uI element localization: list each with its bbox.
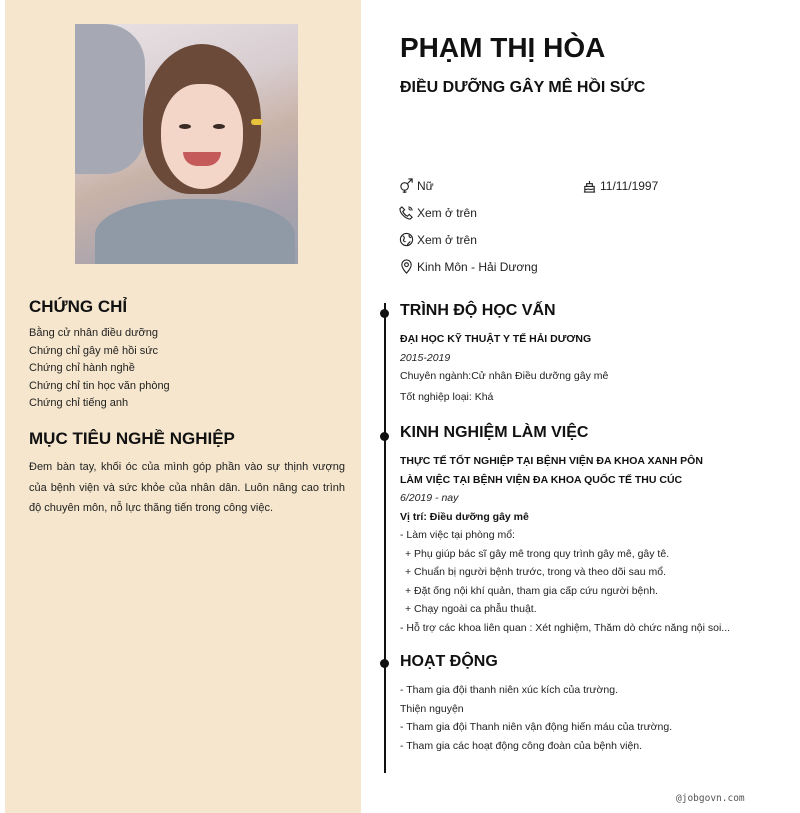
timeline-dot [380,309,389,318]
education-period: 2015-2019 [400,351,451,364]
activities-section [400,653,770,755]
birthday-cake-icon [582,178,597,193]
education-graduation: Tốt nghiệp loại: Khá [400,390,494,403]
gender-icon [399,178,414,193]
birthday-info [582,178,658,193]
activity-item: - Tham gia đội Thanh niên vận động hiến máu của trường. [400,721,673,733]
duty-item: - Hỗ trợ các khoa liên quan : Xét nghiệm, Thăm dò chức năng nội soi... [400,621,731,634]
activity-item: - Tham gia các hoạt động công đoàn của bệnh viện. [400,739,643,752]
duty-item: + Đặt ống nội khí quản, tham gia cấp cứu người bệnh. [405,584,658,597]
address-value: Kinh Môn - Hải Dương [417,259,538,274]
workplace: THỰC TẾ TỐT NGHIỆP TẠI BỆNH VIỆN ĐA KHOA XANH PÔN [400,455,703,467]
certificates-title: CHỨNG CHỈ [29,297,128,316]
education-section [400,302,770,406]
gender-info [399,178,434,193]
timeline-dot [380,432,389,441]
phone-icon [399,205,414,220]
globe-icon [399,232,414,247]
certificates-section [29,297,345,413]
experience-position: Vị trí: Điều dưỡng gây mê [400,510,529,523]
address-info [399,259,538,274]
profile-photo [75,24,298,264]
phone-value: Xem ở trên [417,205,477,220]
certificate-item: Chứng chỉ hành nghề [29,362,135,374]
activity-item: - Tham gia đội thanh niên xúc kích của trường. [400,684,619,696]
watermark: @jobgovn.com [676,793,745,804]
duty-item: + Chuẩn bị người bệnh trước, trong và theo dõi sau mổ. [405,566,667,578]
experience-section [400,424,770,637]
certificate-item: Chứng chỉ gây mê hồi sức [29,344,159,357]
birthday-value: 11/11/1997 [600,178,659,193]
duty-item: - Làm việc tại phòng mổ: [400,529,515,541]
workplace: LÀM VIỆC TẠI BỆNH VIỆN ĐA KHOA QUỐC TẾ THU CÚC [400,473,683,486]
experience-period: 6/2019 - nay [400,492,459,504]
phone-info [399,205,477,220]
experience-title: KINH NGHIỆM LÀM VIỆC [400,424,589,441]
objective-title: MỤC TIÊU NGHỀ NGHIỆP [29,429,235,448]
email-value: Xem ở trên [417,232,477,247]
education-major: Chuyên ngành:Cử nhân Điều dưỡng gây mê [400,370,609,382]
location-pin-icon [399,259,414,274]
objective-section [29,429,345,519]
timeline-line [384,303,386,773]
job-title: ĐIỀU DƯỠNG GÂY MÊ HỒI SỨC [400,79,646,96]
objective-text: Đem bàn tay, khối óc của mình góp phần vào sự thịnh vượng của bệnh viện và sức khỏe của nhân dân. Luôn nâng cao trình độ chuyên môn, nỗ lực thăng tiến trong công việc. [29,461,345,514]
certificate-item: Chứng chỉ tin học văn phòng [29,379,170,392]
certificate-item: Bằng cử nhân điều dưỡng [29,327,158,339]
candidate-name: PHẠM THỊ HÒA [400,32,606,63]
duty-item: + Phụ giúp bác sĩ gây mê trong quy trình gây mê, gây tê. [405,547,670,560]
education-title: TRÌNH ĐỘ HỌC VẤN [400,302,556,319]
school-name: ĐẠI HỌC KỸ THUẬT Y TẾ HẢI DƯƠNG [400,333,592,345]
activity-item: Thiện nguyện [400,702,464,715]
gender-value: Nữ [417,178,434,193]
duty-item: + Chạy ngoài ca phẫu thuật. [405,603,537,615]
timeline-dot [380,659,389,668]
certificate-item: Chứng chỉ tiếng anh [29,397,129,409]
email-info [399,232,477,247]
activities-title: HOẠT ĐỘNG [400,653,498,670]
